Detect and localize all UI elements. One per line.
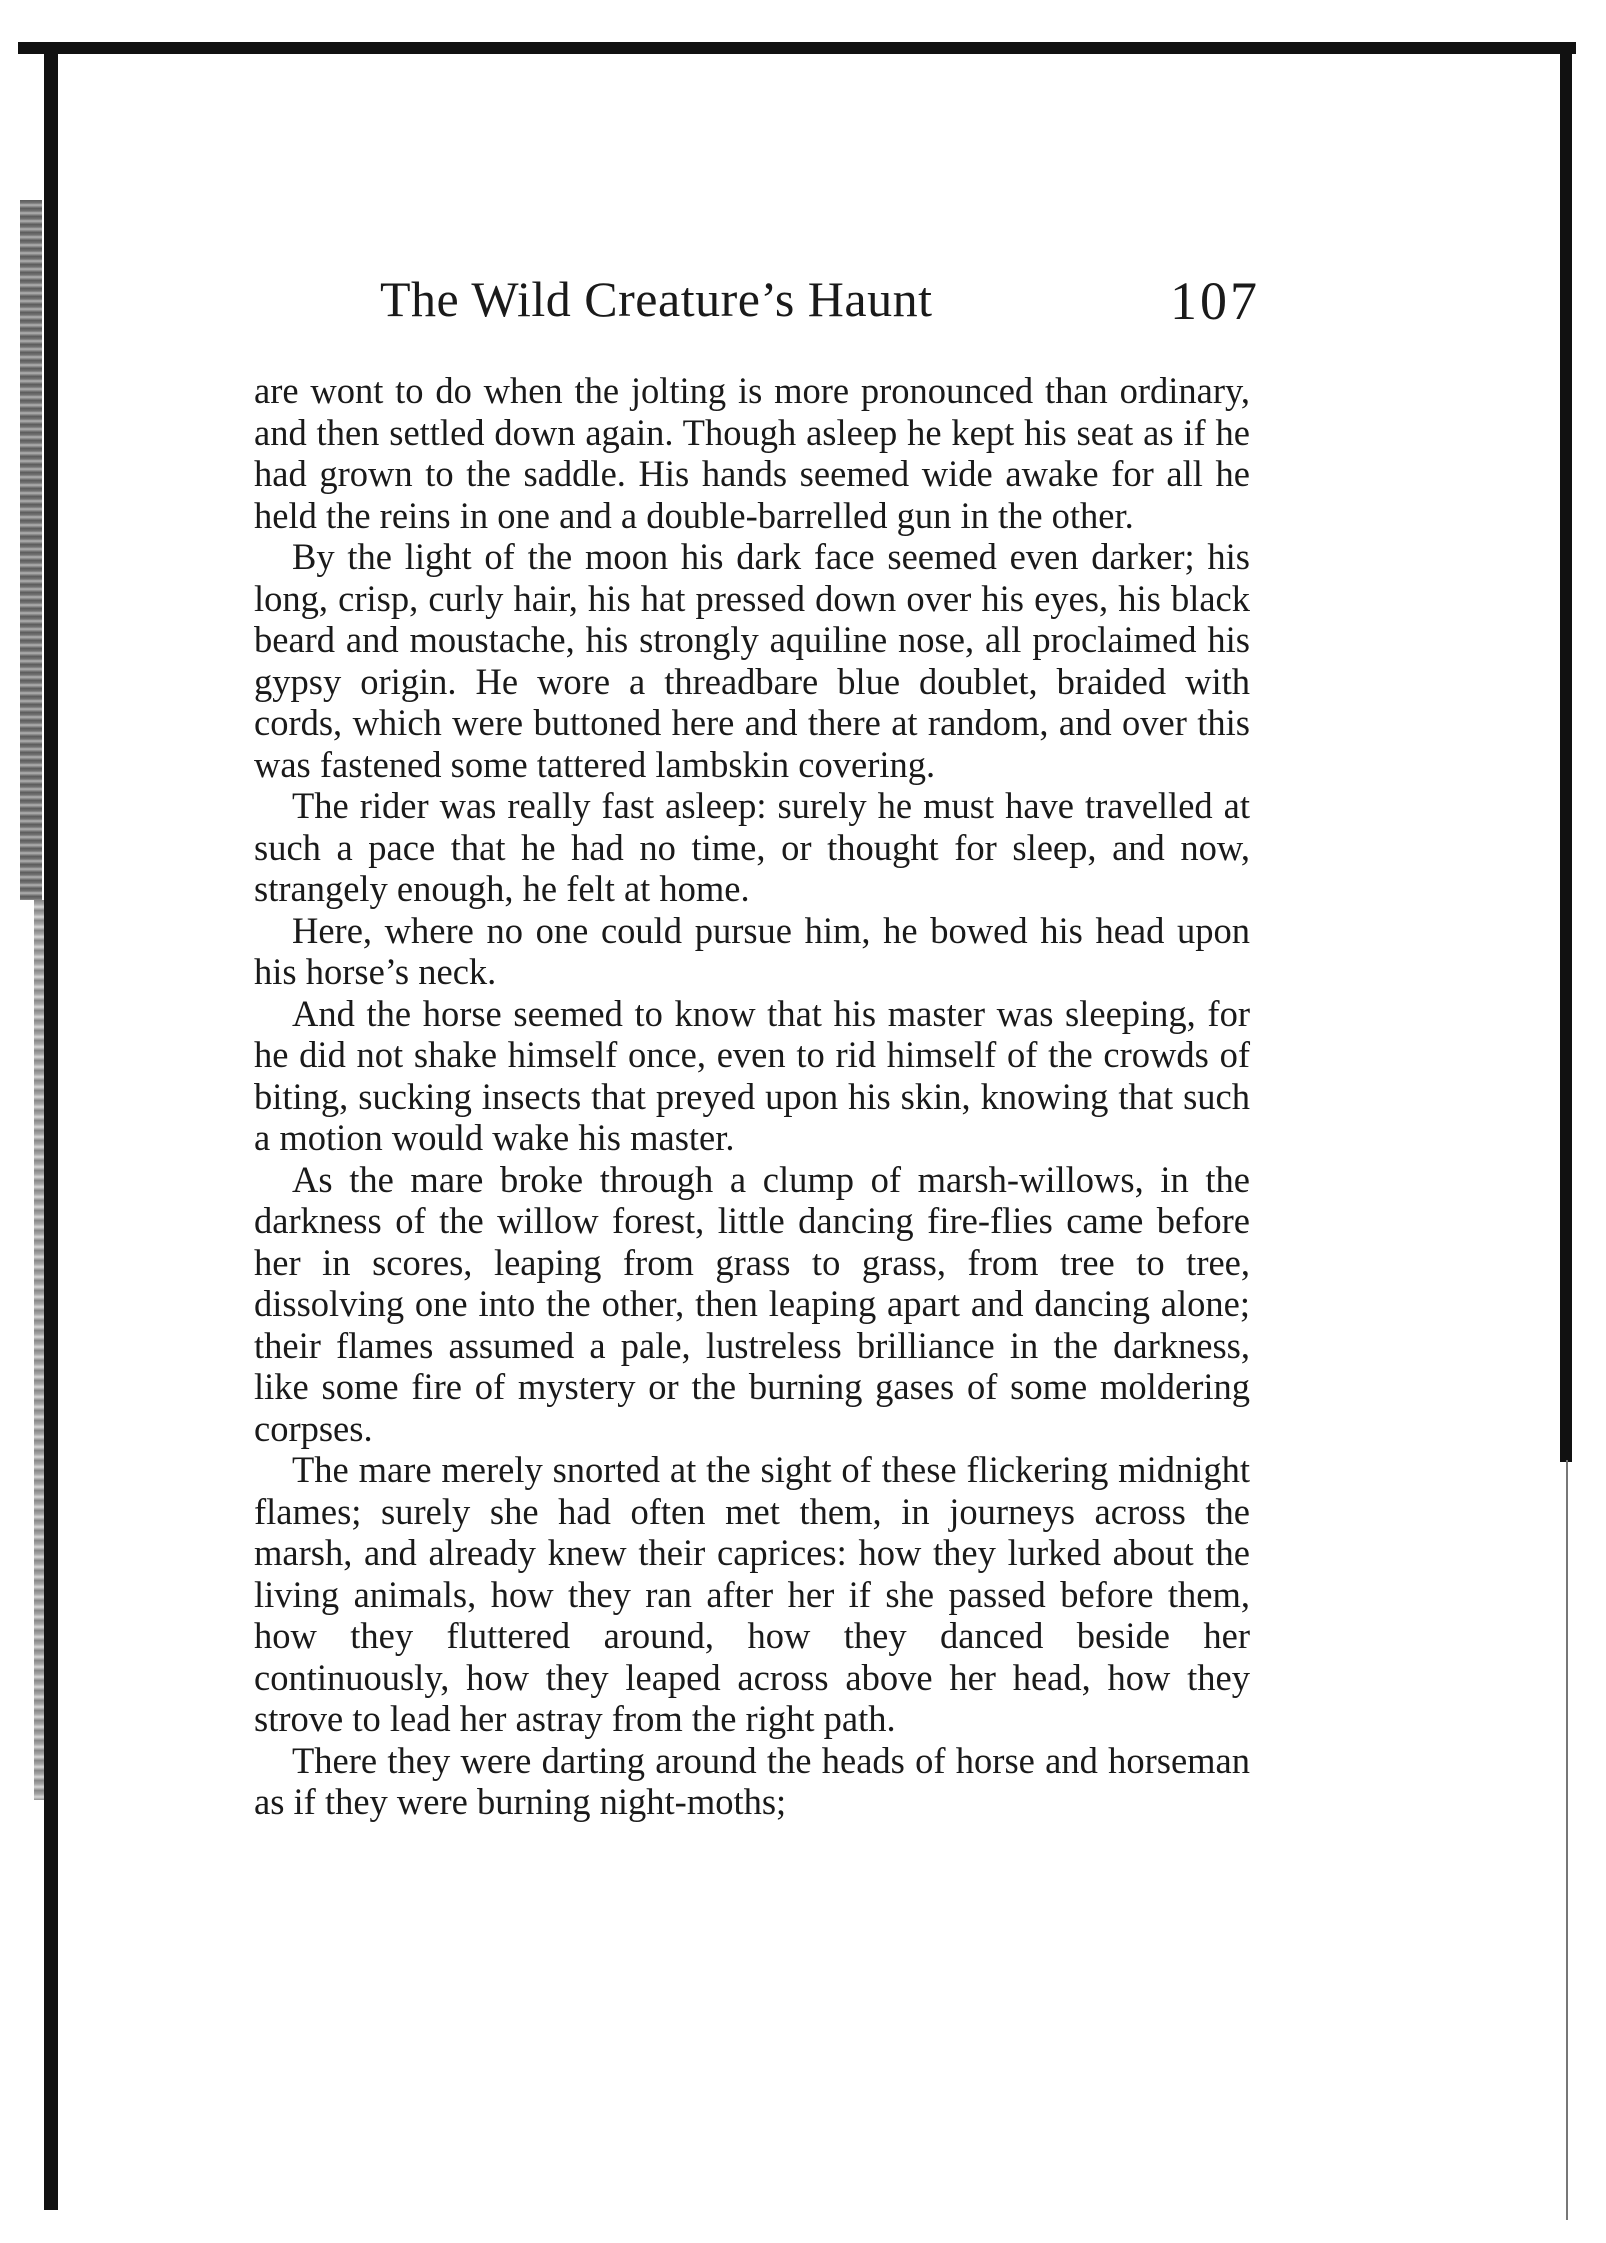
scan-edge-left (44, 42, 58, 2210)
paragraph: are wont to do when the jolting is more pronounced than ordinary, and then settled down again. Though asleep he kept his seat as if he had grown to the saddle. His hands seemed wide awake for all he held the reins in one and a double-barrelled gun in the other. (254, 370, 1250, 536)
body-text (254, 370, 1250, 1823)
paragraph: The rider was really fast asleep: surely he must have travelled at such a pace that he had no time, or thought for sleep, and now, strangely enough, he felt at home. (254, 785, 1250, 909)
page-header (380, 270, 1260, 340)
paragraph: There they were darting around the heads of horse and horseman as if they were burning night-moths; (254, 1739, 1250, 1822)
paragraph: And the horse seemed to know that his master was sleeping, for he did not shake himself once, even to rid himself of the crowds of biting, sucking insects that preyed upon his skin, knowing that such a motion would wake his master. (254, 992, 1250, 1158)
scan-binding-shadow (20, 200, 42, 900)
paragraph: By the light of the moon his dark face seemed even darker; his long, crisp, curly hair, his hat pressed down over his eyes, his black beard and moustache, his strongly aquiline nose, all proclaimed his gypsy origin. He wore a threadbare blue doublet, braided with cords, which were buttoned here and there at random, and over this was fastened some tattered lambskin covering. (254, 536, 1250, 785)
paragraph: Here, where no one could pursue him, he bowed his head upon his horse’s neck. (254, 909, 1250, 992)
paragraph: As the mare broke through a clump of marsh-willows, in the darkness of the willow forest, little dancing fire-flies came before her in scores, leaping from grass to grass, from tree to tree, dissolving one into the other, then leaping apart and dancing alone; their flames assumed a pale, lustreless brilliance in the darkness, like some fire of mystery or the burning gases of some moldering corpses. (254, 1158, 1250, 1449)
paragraph: The mare merely snorted at the sight of these flickering midnight flames; surely she had often met them, in journeys across the marsh, and already knew their caprices: how they lurked about the living animals, how they ran after her if she passed before them, how they fluttered around, how they danced beside her continuously, how they leaped across above her head, how they strove to lead her astray from the right path. (254, 1449, 1250, 1739)
scan-edge-right (1560, 42, 1572, 1462)
page-number: 107 (1170, 271, 1260, 331)
scan-edge-top (18, 42, 1576, 54)
scan-edge-right-thin (1566, 1460, 1568, 2220)
running-title: The Wild Creature’s Haunt (380, 271, 933, 327)
